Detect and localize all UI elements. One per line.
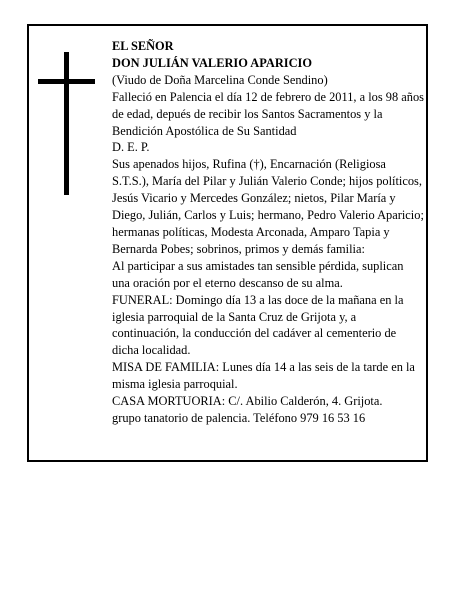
cross-icon-bar [38,79,95,84]
notice-title: EL SEÑOR [112,39,174,53]
family-list: Sus apenados hijos, Rufina (†), Encarnación (Religiosa S.T.S.), María del Pilar y Julián Valerio Conde; hijos políticos, Jesús Vicario y Mercedes González; nietos, Pilar María y Diego, Julián, Carlos y Luis; hermano, Pedro Valerio Aparicio; hermanas políticas, Modesta Arconada, Amparo Tapia y Bernarda Pobes; sobrinos, primos y demás familia: [112,157,424,256]
obituary-text [112,38,424,427]
deceased-name: DON JULIÁN VALERIO APARICIO [112,55,313,70]
death-statement: Falleció en Palencia el día 12 de febrero de 2011, a los 98 años de edad, depués de recibir los Santos Sacramentos y la Bendición Apostólica de Su Santidad [112,89,424,138]
funeral-info: FUNERAL: Domingo día 13 a las doce de la mañana en la iglesia parroquial de la Santa Cruz de Grijota y, a continuación, la conducción del cadáver al cementerio de dicha localidad. [112,292,404,358]
mass-info: MISA DE FAMILIA: Lunes día 14 a las seis de la tarde en la misma iglesia parroquial. [112,360,415,392]
rip-line: D. E. P. [112,140,150,155]
funeral-home-address: CASA MORTUORIA: C/. Abilio Calderón, 4. Grijota. [112,394,383,409]
prayer-request: Al participar a sus amistades tan sensible pérdida, suplican una oración por el eterno descanso de su alma. [112,258,404,290]
cross-icon [64,52,69,195]
widower-line: (Viudo de Doña Marcelina Conde Sendino) [112,72,328,87]
contact-line: grupo tanatorio de palencia. Teléfono 979 16 53 16 [112,410,366,425]
